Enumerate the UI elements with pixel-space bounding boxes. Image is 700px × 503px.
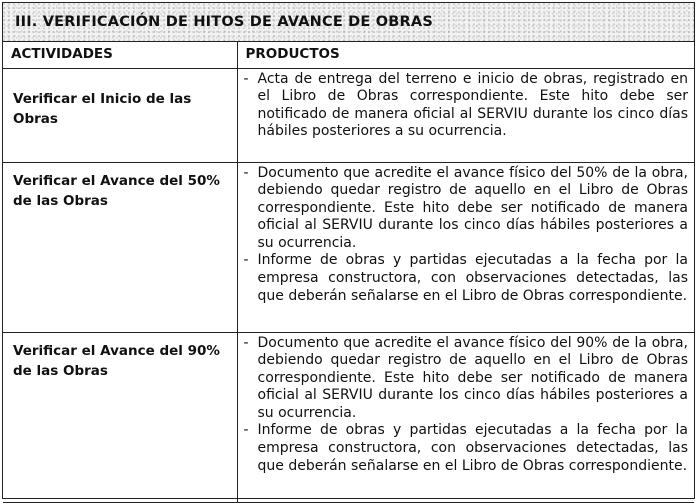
products-cell <box>237 162 694 332</box>
products-cell <box>237 68 694 162</box>
document-sheet <box>2 2 695 499</box>
products-cell <box>237 332 694 502</box>
dash-bullet: - <box>243 164 249 181</box>
product-item <box>244 252 689 305</box>
product-text: Informe de obras y partidas ejecutadas a la fecha por la empresa constructora, con observaciones detectadas, las que deberán señalarse en el Libro de Obras correspondiente. <box>257 422 688 474</box>
product-item <box>244 422 689 475</box>
header-row <box>3 42 694 68</box>
activity-cell: Verificar el Inicio de las Obras <box>3 68 237 162</box>
table-row <box>3 162 694 332</box>
product-text: Informe de obras y partidas ejecutadas a la fecha por la empresa constructora, con observaciones detectadas, las que deberán señalarse en el Libro de Obras correspondiente. <box>257 252 688 304</box>
table-row <box>3 68 694 162</box>
product-text: Documento que acredite el avance físico del 90% de la obra, debiendo quedar registro de aquello en el Libro de Obras correspondiente. Este hito debe ser notificado de manera oficial al SERVIU durante los cinco días hábiles posteriores a su ocurrencia. <box>257 334 688 421</box>
table-row <box>3 332 694 502</box>
dash-bullet: - <box>243 70 249 87</box>
product-text: Documento que acredite el avance físico del 50% de la obra, debiendo quedar registro de aquello en el Libro de Obras correspondiente. Este hito debe ser notificado de manera oficial al SERVIU durante los cinco días hábiles posteriores a su ocurrencia. <box>257 164 688 251</box>
header-products: PRODUCTOS <box>237 42 694 68</box>
product-item <box>244 71 689 141</box>
header-activities: ACTIVIDADES <box>3 42 237 68</box>
activity-cell: Verificar el Avance del 90% de las Obras <box>3 332 237 502</box>
dash-bullet: - <box>243 252 249 269</box>
product-text: Acta de entrega del terreno e inicio de obras, registrado en el Libro de Obras correspondiente. Este hito debe ser notificado de manera oficial al SERVIU durante los cinco días hábiles posteriores a su ocurrencia. <box>257 70 688 140</box>
product-item <box>244 335 689 423</box>
product-item <box>244 165 689 253</box>
milestones-table <box>3 42 694 503</box>
dash-bullet: - <box>243 422 249 439</box>
activity-cell: Verificar el Avance del 50% de las Obras <box>3 162 237 332</box>
dash-bullet: - <box>243 334 249 351</box>
section-title: III. VERIFICACIÓN DE HITOS DE AVANCE DE OBRAS <box>3 3 694 42</box>
